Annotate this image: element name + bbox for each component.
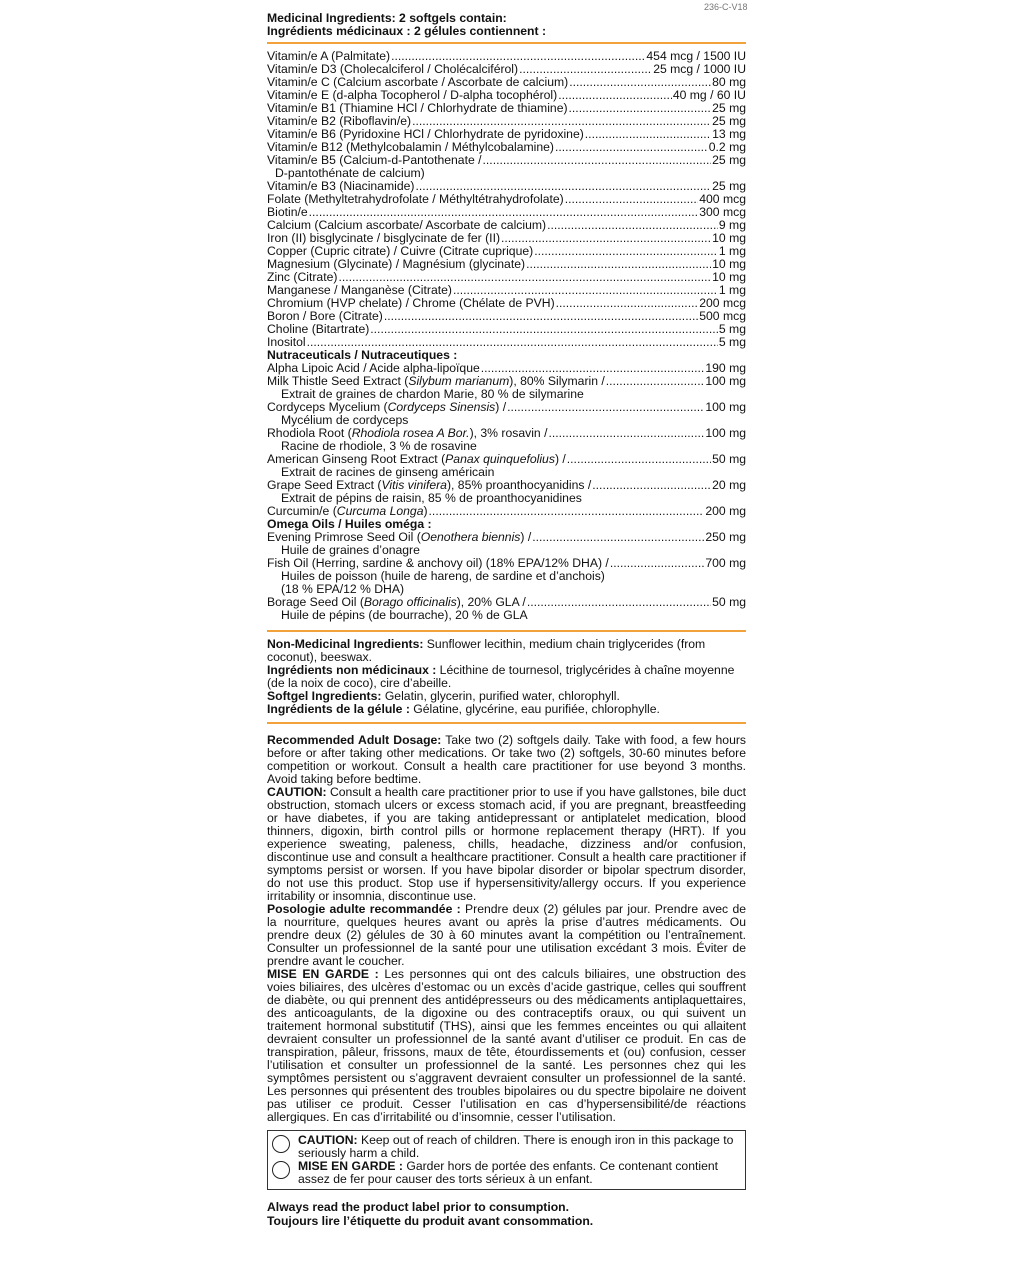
dosage-text-fr: Prendre deux (2) gélules par jour. Prendre avec de la nourriture, quelques heures avant ou après la prise d’autres médicaments. Ou prendre deux (2) gélules de 30 à 60 minutes avant la compétition ou l’entraînement. Consulter un professionnel de la santé pour une utilisation excédant 3 mois. Éviter de prendre avant le coucher. xyxy=(267,902,746,968)
ingredient-name-part: Rhodiola Root ( xyxy=(267,426,352,440)
nutraceuticals-header: Nutraceuticals / Nutraceutiques : xyxy=(267,348,458,362)
medicinal-ingredient-list xyxy=(267,50,746,349)
ingredient-name: Zinc (Citrate) xyxy=(267,270,338,284)
dot-leader xyxy=(370,323,718,336)
ingredient-amount: 1 mg xyxy=(718,283,746,297)
dot-leader xyxy=(526,258,711,271)
non-medicinal-label-fr: Ingrédients non médicinaux : xyxy=(267,663,437,677)
dot-leader xyxy=(527,596,711,609)
ingredient-name-part: ) / xyxy=(495,400,507,414)
ingredient-name: Vitamin/e C (Calcium ascorbate / Ascorbate de calcium) xyxy=(267,75,569,89)
ingredient-amount: 25 mcg / 1000 IU xyxy=(653,62,746,76)
warning-circle-icon xyxy=(272,1135,290,1153)
nutraceutical-list xyxy=(267,362,746,518)
ingredient-amount: 1 mg xyxy=(718,244,746,258)
ingredient-name: Vitamin/e A (Palmitate) xyxy=(267,49,391,63)
ingredient-amount: 50 mg xyxy=(712,595,746,609)
ingredient-french-name: Huiles de poisson (huile de hareng, de sardine et d’anchois) xyxy=(281,569,605,583)
softgel-text-en: Gelatin, glycerin, purified water, chlorophyll. xyxy=(381,689,620,703)
ingredient-name: Folate (Methyltetrahydrofolate / Méthyltétrahydrofolate) xyxy=(267,192,564,206)
omega-header: Omega Oils / Huiles oméga : xyxy=(267,517,432,531)
caution-text-en: Consult a health care practitioner prior to use if you have gallstones, bile duct obstruction, stomach ulcers or excess stomach acid, if you are pregnant, breastfeeding or have diabetes, if you are taking antidepressant or antiplatelet medication, blood thinners, digoxin, birth control pills or hormone replacement therapy (HRT). If you experience sweating, paleness, chills, headache, dizziness and/or confusion, discontinue use and consult a healthcare practitioner. Consult a health care practitioner if symptoms persist or worsen. If you have bipolar disorder or bipolar spectrum disorder, do not use this product. Stop use if hypersensitivity/allergy occurs. If you experience irritability or insomnia, discontinue use. xyxy=(267,785,746,903)
ingredient-french-name: Extrait de pépins de raisin, 85 % de proanthocyanidines xyxy=(281,491,582,505)
ingredient-amount: 10 mg xyxy=(712,270,746,284)
ingredient-name-part: Grape Seed Extract ( xyxy=(267,478,382,492)
section-divider xyxy=(267,630,746,632)
always-read-fr: Toujours lire l’étiquette du produit avant consommation. xyxy=(267,1214,594,1228)
non-medicinal-text-en: Sunflower lecithin, medium chain triglycerides (from coconut), beeswax. xyxy=(267,637,706,664)
ingredient-amount: 500 mcg xyxy=(699,309,746,323)
dot-leader xyxy=(558,89,672,102)
ingredient-name-part: Cordyceps Mycelium ( xyxy=(267,400,388,414)
child-warning-text-fr: Garder hors de portée des enfants. Ce contenant contient assez de fer pour causer des torts sérieux à un enfant. xyxy=(298,1159,719,1186)
ingredient-amount: 10 mg xyxy=(712,257,746,271)
child-warning-label-en: CAUTION: xyxy=(298,1133,358,1147)
dosage-label-en: Recommended Adult Dosage: xyxy=(267,733,442,747)
ingredient-name: Alpha Lipoic Acid / Acide alpha-lipoïque xyxy=(267,361,480,375)
ingredient-latin-name: Vitis vinifera xyxy=(381,478,447,492)
ingredient-row xyxy=(267,193,746,206)
ingredient-name-part: ) / xyxy=(520,530,532,544)
dot-leader xyxy=(532,531,704,544)
ingredient-french-name: Racine de rhodiole, 3 % de rosavine xyxy=(281,439,477,453)
ingredient-name: Choline (Bitartrate) xyxy=(267,322,370,336)
supplement-facts-panel xyxy=(267,12,746,1228)
ingredient-amount: 25 mg xyxy=(712,179,746,193)
ingredient-amount: 5 mg xyxy=(718,322,746,336)
ingredient-name-part: ), 20% GLA / xyxy=(456,595,526,609)
ingredient-row xyxy=(267,258,746,271)
ingredient-name: Magnesium (Glycinate) / Magnésium (glycinate) xyxy=(267,257,526,271)
dot-leader xyxy=(585,128,711,141)
ingredient-latin-name: Cordyceps Sinensis xyxy=(387,400,496,414)
ingredient-name-part: Borage Seed Oil ( xyxy=(267,595,364,609)
dosage-text-en: Take two (2) softgels daily. Take with food, a few hours before or after taking other medications. Or take two (2) softgels, 30-60 minutes before competition or workout. Consult a health care practitioner for use beyond 3 months. Avoid taking before bedtime. xyxy=(267,733,747,786)
dot-leader xyxy=(610,557,705,570)
ingredient-name-part: ) xyxy=(423,504,428,518)
ingredient-latin-name: Borago officinalis xyxy=(363,595,457,609)
ingredient-amount: 80 mg xyxy=(712,75,746,89)
ingredient-name-part: ), 80% Silymarin / xyxy=(509,374,605,388)
ingredient-amount: 100 mg xyxy=(705,426,746,440)
ingredient-amount: 200 mcg xyxy=(699,296,746,310)
dot-leader xyxy=(565,193,699,206)
ingredient-name-part: Evening Primrose Seed Oil ( xyxy=(267,530,421,544)
ingredient-name: Vitamin/e B2 (Riboflavin/e) xyxy=(267,114,412,128)
medicinal-header-fr: Ingrédients médicinaux : 2 gélules contiennent : xyxy=(267,24,547,38)
label-version-code: 236-C-V18 xyxy=(704,2,748,12)
ingredient-name: Inositol xyxy=(267,335,306,349)
ingredient-name-part: ), 3% rosavin / xyxy=(469,426,548,440)
ingredient-amount: 100 mg xyxy=(705,400,746,414)
dot-leader xyxy=(569,102,712,115)
ingredient-name-part: Curcumin/e ( xyxy=(267,504,337,518)
warning-circle-icon xyxy=(272,1161,290,1179)
ingredient-amount: 13 mg xyxy=(712,127,746,141)
ingredient-name-part: ) / xyxy=(554,452,566,466)
dot-leader xyxy=(384,310,698,323)
ingredient-amount: 25 mg xyxy=(712,101,746,115)
omega-list xyxy=(267,531,746,622)
ingredient-amount: 25 mg xyxy=(712,153,746,167)
dot-leader xyxy=(556,297,699,310)
always-read-en: Always read the product label prior to consumption. xyxy=(267,1200,570,1214)
child-warning-label-fr: MISE EN GARDE : xyxy=(298,1159,403,1173)
ingredient-amount: 190 mg xyxy=(705,361,746,375)
ingredient-name: Vitamin/e B1 (Thiamine HCl / Chlorhydrate de thiamine) xyxy=(267,101,568,115)
ingredient-latin-name: Curcuma Longa xyxy=(336,504,424,518)
caution-text-fr: Les personnes qui ont des calculs biliaires, une obstruction des voies biliaires, des ulcères d’estomac ou un excès d’acide gastrique, celles qui souffrent de diabète, ou qui prennent des antidépresseurs ou des médicaments antiplaquettaires, des anticoagulants, de la digoxine ou des contraceptifs oraux, ou qui suivent un traitement hormonal substitutif (THS), ainsi que les femmes enceintes ou qui allaitent devraient consulter un professionnel de la santé avant d’utiliser ce produit. En cas de transpiration, pâleur, frissons, maux de tête, étourdissements et (ou) confusion, cesser l’utilisation et consulter un professionnel de la santé. Les personnes chez qui les symptômes persistent ou s’aggravent devraient consulter un professionnel de la santé. Les personnes qui présentent des troubles bipolaires ou du spectre bipolaire ne doivent pas utiliser ce produit. Cesser l’utilisation en cas d’hypersensibilité/de réactions allergiques. En cas d’irritabilité ou d’insomnie, cesser l’utilisation. xyxy=(267,967,746,1124)
dot-leader xyxy=(548,427,704,440)
child-warning-en xyxy=(272,1134,739,1160)
child-warning-text-en: Keep out of reach of children. There is enough iron in this package to seriously harm a child. xyxy=(298,1133,734,1160)
child-warning-fr xyxy=(272,1160,739,1186)
ingredient-row xyxy=(267,323,746,336)
ingredient-name: Manganese / Manganèse (Citrate) xyxy=(267,283,452,297)
ingredient-name-part: Milk Thistle Seed Extract ( xyxy=(267,374,409,388)
ingredient-name-part: Fish Oil (Herring, sardine & anchovy oil) (18% EPA/12% DHA) / xyxy=(267,556,609,570)
ingredient-french-name: Mycélium de cordyceps xyxy=(281,413,409,427)
ingredient-name: Vitamin/e B12 (Methylcobalamin / Méthylcobalamine) xyxy=(267,140,554,154)
section-divider xyxy=(267,722,746,724)
dot-leader xyxy=(547,219,718,232)
ingredient-amount: 50 mg xyxy=(712,452,746,466)
ingredient-amount: 25 mg xyxy=(712,114,746,128)
ingredient-name: Vitamin/e B5 (Calcium-d-Pantothenate / xyxy=(267,153,482,167)
non-medicinal-label-en: Non-Medicinal Ingredients: xyxy=(267,637,424,651)
ingredient-name: Chromium (HVP chelate) / Chrome (Chélate de PVH) xyxy=(267,296,555,310)
ingredient-amount: 5 mg xyxy=(718,335,746,349)
ingredient-french-name: Huile de graines d’onagre xyxy=(281,543,420,557)
dot-leader xyxy=(534,245,718,258)
ingredient-name: Calcium (Calcium ascorbate/ Ascorbate de calcium) xyxy=(267,218,547,232)
ingredient-amount: 0.2 mg xyxy=(708,140,746,154)
caution-label-fr: MISE EN GARDE : xyxy=(267,967,379,981)
ingredient-amount: 454 mcg / 1500 IU xyxy=(646,49,746,63)
ingredient-name-part: American Ginseng Root Extract ( xyxy=(267,452,446,466)
softgel-label-en: Softgel Ingredients: xyxy=(267,689,382,703)
ingredient-name: Vitamin/e B3 (Niacinamide) xyxy=(267,179,415,193)
ingredient-name: Vitamin/e D3 (Cholecalciferol / Cholécalciférol) xyxy=(267,62,519,76)
ingredient-amount: 300 mcg xyxy=(699,205,746,219)
ingredient-french-name: Extrait de graines de chardon Marie, 80 % de silymarine xyxy=(281,387,584,401)
always-read-notice xyxy=(267,1200,746,1228)
ingredient-amount: 100 mg xyxy=(705,374,746,388)
ingredient-name: Copper (Cupric citrate) / Cuivre (Citrate cuprique) xyxy=(267,244,534,258)
dosage-and-cautions xyxy=(267,734,746,1124)
ingredient-french-name: Huile de pépins (de bourrache), 20 % de GLA xyxy=(281,608,528,622)
dosage-label-fr: Posologie adulte recommandée : xyxy=(267,902,461,916)
ingredient-french-name: (18 % EPA/12 % DHA) xyxy=(281,582,405,596)
ingredient-name: Iron (II) bisglycinate / bisglycinate de fer (II) xyxy=(267,231,501,245)
ingredient-amount: 400 mcg xyxy=(699,192,746,206)
ingredient-latin-name: Oenothera biennis xyxy=(420,530,521,544)
medicinal-header-en: Medicinal Ingredients: 2 softgels contain: xyxy=(267,11,507,25)
dot-leader xyxy=(483,154,712,167)
ingredient-amount: 20 mg xyxy=(712,478,746,492)
dot-leader xyxy=(567,453,711,466)
ingredient-latin-name: Panax quinquefolius xyxy=(445,452,555,466)
non-medicinal-text-fr: Lécithine de tournesol, triglycérides à chaîne moyenne (de la noix de coco), cire d’abeille. xyxy=(267,663,735,690)
ingredient-name: Vitamin/e E (d-alpha Tocopherol / D-alpha tocophérol) xyxy=(267,88,558,102)
dot-leader xyxy=(592,479,711,492)
ingredient-amount: 10 mg xyxy=(712,231,746,245)
child-warning-box xyxy=(267,1130,746,1190)
ingredient-latin-name: Rhodiola rosea A Bor. xyxy=(351,426,470,440)
section-divider xyxy=(267,42,746,44)
ingredient-amount: 700 mg xyxy=(705,556,746,570)
non-medicinal-ingredients xyxy=(267,638,746,716)
ingredient-name: Biotin/e xyxy=(267,205,308,219)
ingredient-name-part: ), 85% proanthocyanidins / xyxy=(446,478,592,492)
dot-leader xyxy=(606,375,705,388)
softgel-label-fr: Ingrédients de la gélule : xyxy=(267,702,410,716)
ingredient-french-name: D-pantothénate de calcium) xyxy=(275,166,425,180)
ingredient-amount: 200 mg xyxy=(705,504,746,518)
ingredient-name: Boron / Bore (Citrate) xyxy=(267,309,383,323)
ingredient-french-name: Extrait de racines de ginseng américain xyxy=(281,465,495,479)
dot-leader xyxy=(429,505,705,518)
softgel-text-fr: Gélatine, glycérine, eau purifiée, chlorophylle. xyxy=(409,702,660,716)
ingredient-name: Vitamin/e B6 (Pyridoxine HCl / Chlorhydrate de pyridoxine) xyxy=(267,127,584,141)
caution-label-en: CAUTION: xyxy=(267,785,327,799)
ingredient-amount: 9 mg xyxy=(718,218,746,232)
dot-leader xyxy=(555,141,708,154)
ingredient-amount: 40 mg / 60 IU xyxy=(672,88,746,102)
dot-leader xyxy=(507,401,704,414)
ingredient-amount: 250 mg xyxy=(705,530,746,544)
ingredient-latin-name: Silybum marianum xyxy=(408,374,510,388)
